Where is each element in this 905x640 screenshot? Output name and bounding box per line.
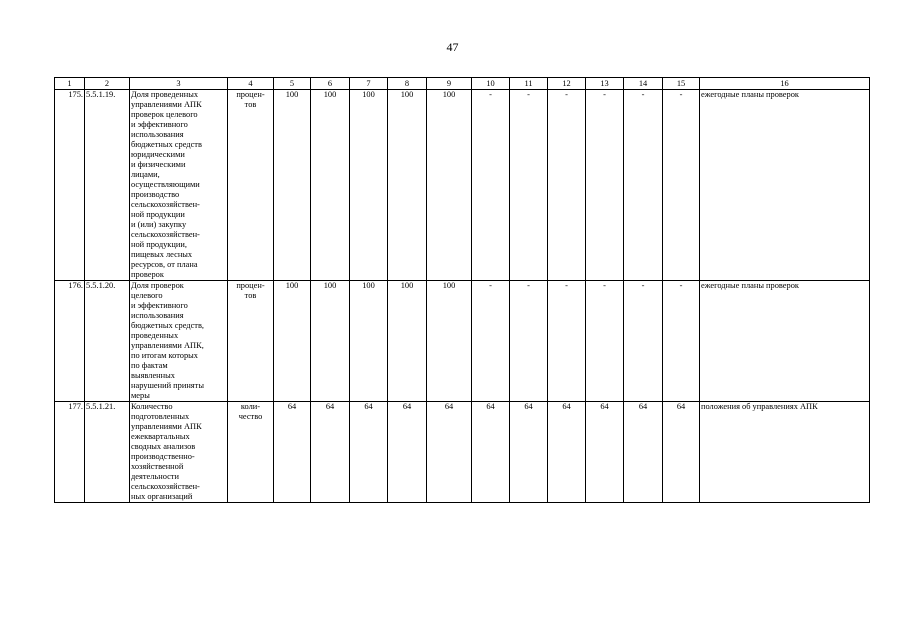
unit-line: чество [238, 412, 263, 421]
indicator-code: 5.5.1.19. [85, 90, 130, 281]
unit-of-measure [228, 90, 274, 281]
indicator-name-line: подготовленных [131, 412, 190, 421]
indicator-name-line: бюджетных средств, [131, 321, 204, 330]
indicator-name-line: Количество [131, 402, 173, 411]
unit-of-measure [228, 281, 274, 402]
value-cell: - [663, 281, 700, 402]
value-cell: - [624, 90, 663, 281]
indicator-name [130, 281, 228, 402]
indicator-name-line: сводных анализов [131, 442, 196, 451]
indicator-name-line: меры [131, 391, 150, 400]
value-cell: 64 [510, 402, 548, 503]
column-number: 7 [350, 78, 388, 90]
value-cell: 100 [388, 281, 427, 402]
value-cell: 100 [427, 90, 472, 281]
value-cell: - [510, 90, 548, 281]
row-number: 176. [55, 281, 85, 402]
indicator-name-line: целевого [131, 291, 163, 300]
indicator-name-line: лицами, [131, 170, 160, 179]
value-cell: - [624, 281, 663, 402]
indicator-name-line: ных организаций [131, 492, 193, 501]
indicator-name-line: сельскохозяйствен- [131, 200, 200, 209]
value-cell: 64 [663, 402, 700, 503]
indicator-name-line: по итогам которых [131, 351, 198, 360]
value-cell: 64 [548, 402, 586, 503]
indicator-name-line: сельскохозяйствен- [131, 230, 200, 239]
column-number: 4 [228, 78, 274, 90]
value-cell: - [548, 281, 586, 402]
indicator-code: 5.5.1.20. [85, 281, 130, 402]
indicator-name-line: выявленных [131, 371, 175, 380]
value-cell: 100 [427, 281, 472, 402]
indicator-name-line: и эффективного [131, 301, 188, 310]
indicator-name-line: Доля проведенных [131, 90, 199, 99]
value-cell: - [472, 281, 510, 402]
unit-line: тов [244, 291, 257, 300]
indicator-name [130, 90, 228, 281]
indicator-name-line: использования [131, 311, 184, 320]
indicator-name-line: хозяйственной [131, 462, 184, 471]
row-number: 177. [55, 402, 85, 503]
indicator-name-line: Доля проверок [131, 281, 184, 290]
indicator-name-line: деятельности [131, 472, 179, 481]
value-cell: - [472, 90, 510, 281]
indicator-name-line: пищевых лесных [131, 250, 193, 259]
value-cell: 64 [586, 402, 624, 503]
indicator-name-line: осуществляющими [131, 180, 200, 189]
indicator-name-line: юридическими [131, 150, 185, 159]
unit-line: процен- [236, 281, 265, 290]
indicator-name-line: ресурсов, от плана [131, 260, 198, 269]
indicator-name-line: производство [131, 190, 180, 199]
column-number: 15 [663, 78, 700, 90]
value-cell: - [510, 281, 548, 402]
table-row [55, 402, 870, 503]
unit-line: тов [244, 100, 257, 109]
indicator-name-line: ной продукции, [131, 240, 187, 249]
value-cell: 64 [624, 402, 663, 503]
column-number: 3 [130, 78, 228, 90]
indicator-name-line: бюджетных средств [131, 140, 202, 149]
table-row [55, 281, 870, 402]
source-document: ежегодные планы проверок [700, 90, 870, 281]
indicator-name-line: по фактам [131, 361, 168, 370]
value-cell: 100 [274, 90, 311, 281]
value-cell: - [548, 90, 586, 281]
unit-line: процен- [236, 90, 265, 99]
value-cell: - [586, 90, 624, 281]
column-number: 8 [388, 78, 427, 90]
page-number: 47 [446, 40, 459, 54]
column-number: 14 [624, 78, 663, 90]
indicator-name-line: и (или) закупку [131, 220, 187, 229]
value-cell: 100 [311, 90, 350, 281]
row-number: 175. [55, 90, 85, 281]
column-number: 10 [472, 78, 510, 90]
unit-of-measure [228, 402, 274, 503]
indicator-name-line: управлениями АПК [131, 422, 202, 431]
value-cell: 100 [311, 281, 350, 402]
indicator-name [130, 402, 228, 503]
indicator-name-line: управлениями АПК, [131, 341, 204, 350]
indicator-code: 5.5.1.21. [85, 402, 130, 503]
value-cell: - [663, 90, 700, 281]
value-cell: 64 [472, 402, 510, 503]
indicator-name-line: управлениями АПК [131, 100, 202, 109]
column-number: 13 [586, 78, 624, 90]
indicator-name-line: проверок [131, 270, 164, 279]
source-document: ежегодные планы проверок [700, 281, 870, 402]
indicator-name-line: сельскохозяйствен- [131, 482, 200, 491]
value-cell: 100 [274, 281, 311, 402]
value-cell: 64 [427, 402, 472, 503]
value-cell: 100 [388, 90, 427, 281]
table-row [55, 90, 870, 281]
indicator-name-line: производственно- [131, 452, 195, 461]
value-cell: 64 [350, 402, 388, 503]
indicator-name-line: ежеквартальных [131, 432, 190, 441]
column-numbers-row [55, 78, 870, 90]
column-number: 2 [85, 78, 130, 90]
value-cell: 64 [311, 402, 350, 503]
column-number: 11 [510, 78, 548, 90]
column-number: 6 [311, 78, 350, 90]
indicator-name-line: нарушений приняты [131, 381, 204, 390]
value-cell: 100 [350, 90, 388, 281]
value-cell: - [586, 281, 624, 402]
value-cell: 64 [274, 402, 311, 503]
column-number: 1 [55, 78, 85, 90]
value-cell: 64 [388, 402, 427, 503]
indicator-name-line: и эффективного [131, 120, 188, 129]
indicators-table [54, 77, 870, 503]
indicator-name-line: ной продукции [131, 210, 185, 219]
column-number: 12 [548, 78, 586, 90]
unit-line: коли- [240, 402, 261, 411]
column-number: 5 [274, 78, 311, 90]
source-document: положения об управлениях АПК [700, 402, 870, 503]
indicator-name-line: использования [131, 130, 184, 139]
column-number: 16 [700, 78, 870, 90]
indicator-name-line: проверок целевого [131, 110, 198, 119]
value-cell: 100 [350, 281, 388, 402]
indicator-name-line: и физическими [131, 160, 186, 169]
indicator-name-line: проведенных [131, 331, 179, 340]
column-number: 9 [427, 78, 472, 90]
